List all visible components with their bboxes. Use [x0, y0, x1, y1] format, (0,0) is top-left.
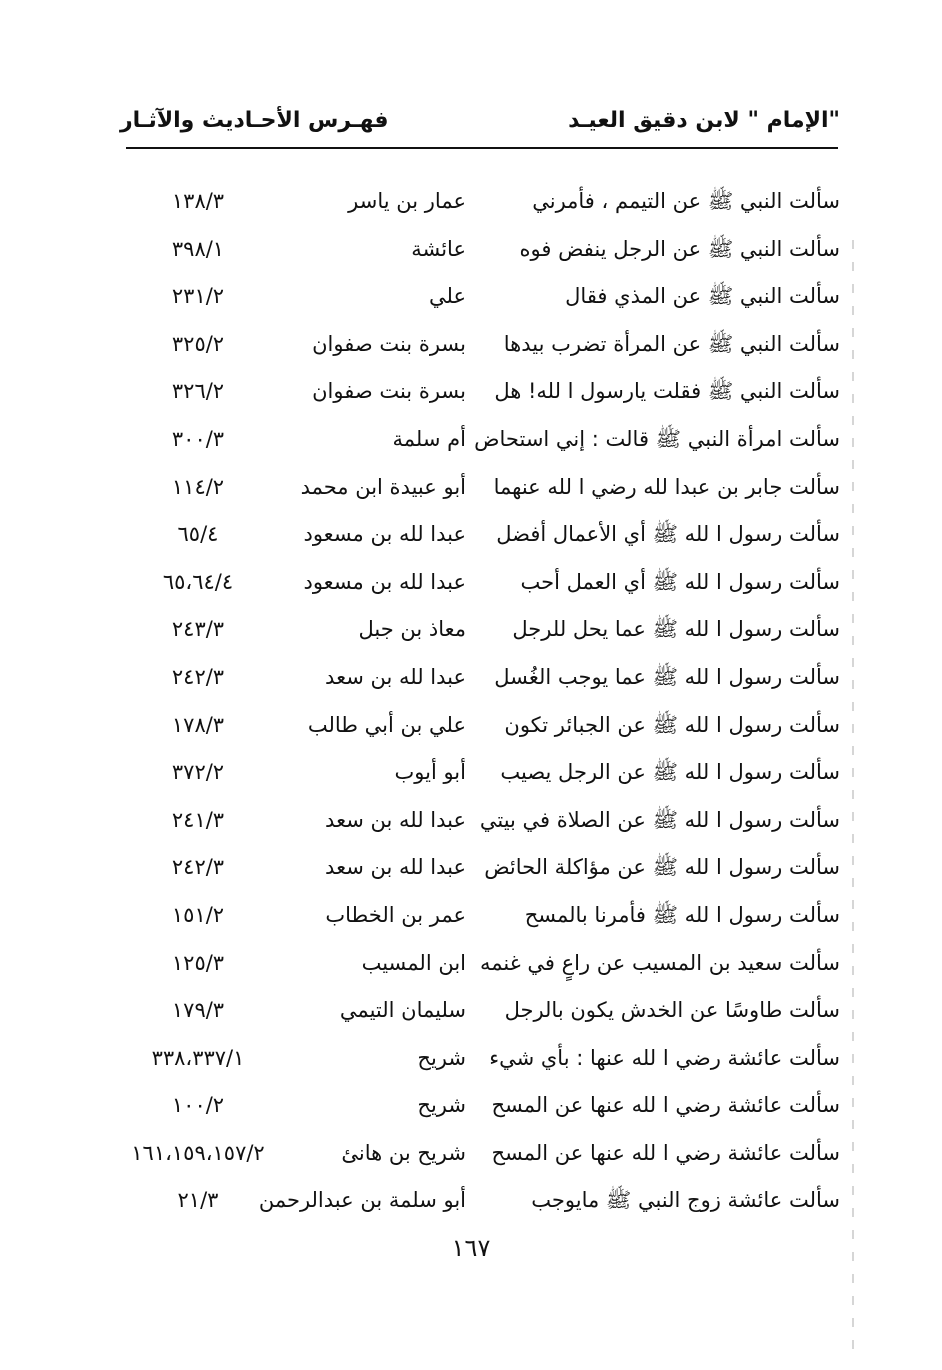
running-header [120, 108, 840, 142]
volume-page-ref: ٦٥/٤ [177, 522, 219, 547]
hadith-text: سألت عائشة زوج النبي ﷺ مايوجب [531, 1188, 840, 1213]
narrator: بسرة بنت صفوان [312, 379, 466, 404]
hadith-text: سألت رسول ا لله ﷺ فأمرنا بالمسح [524, 902, 840, 927]
hadith-text: سألت رسول ا لله ﷺ أي الأعمال أفضل [496, 522, 840, 547]
hadith-index-list [128, 178, 840, 1225]
index-row [128, 273, 840, 321]
index-row [128, 892, 840, 940]
margin-dots [852, 240, 854, 1360]
hadith-text: سألت رسول ا لله ﷺ عن مؤاكلة الحائض [484, 855, 840, 880]
index-row [128, 940, 840, 988]
narrator: عمار بن ياسر [348, 189, 466, 213]
index-row [128, 464, 840, 512]
index-row [128, 416, 840, 464]
hadith-text: سألت النبي ﷺ فقلت يارسول ا لله! هل [494, 379, 840, 404]
index-row [128, 1035, 840, 1083]
narrator: أبو سلمة بن عبدالرحمن [258, 1188, 466, 1213]
narrator: أم سلمة [392, 426, 466, 451]
hadith-text: سألت امرأة النبي ﷺ قالت : إني استحاض [474, 426, 840, 451]
page-number: ١٦٧ [451, 1234, 491, 1262]
index-row [128, 987, 840, 1035]
narrator: معاذ بن جبل [358, 617, 466, 642]
volume-page-ref: ٣٢٦/٢ [171, 379, 225, 404]
volume-page-ref: ١٧٨/٣ [171, 712, 225, 737]
volume-page-ref: ٣٢٥/٢ [171, 331, 225, 356]
volume-page-ref: ٣٠٠/٣ [171, 426, 225, 451]
volume-page-ref: ٢٤٢/٣ [171, 664, 225, 689]
volume-page-ref: ٦٥،٦٤/٤ [162, 569, 234, 594]
volume-page-ref: ١٧٩/٣ [171, 998, 225, 1023]
narrator: علي بن أبي طالب [307, 712, 466, 737]
index-row [128, 368, 840, 416]
index-row [128, 1177, 840, 1225]
index-row [128, 606, 840, 654]
volume-page-ref: ١٦١،١٥٩،١٥٧/٢ [131, 1140, 265, 1165]
narrator: عائشة [411, 236, 466, 261]
volume-page-ref: ٢٤١/٣ [171, 807, 225, 832]
index-row [128, 511, 840, 559]
hadith-text: سألت رسول ا لله ﷺ عن الجبائر تكون [504, 712, 840, 737]
volume-page-ref: ٢٤٣/٣ [171, 617, 225, 642]
header-book-title: "الإمام " لابن دقيق العيـد [568, 108, 840, 133]
narrator: عمر بن الخطاب [325, 902, 466, 927]
narrator: شريح [417, 1093, 466, 1118]
index-row [128, 226, 840, 274]
hadith-text: سألت عائشة رضي ا لله عنها عن المسح [491, 1093, 840, 1118]
hadith-text: سألت رسول ا لله ﷺ عما يوجب الغُسل [494, 664, 840, 689]
hadith-text: سألت النبي ﷺ عن المرأة تضرب بيدها [503, 331, 840, 356]
index-row [128, 1130, 840, 1178]
narrator: عبدا لله بن سعد [325, 855, 466, 880]
volume-page-ref: ١٠٠/٢ [171, 1093, 225, 1118]
volume-page-ref: ٢١/٣ [177, 1188, 219, 1213]
narrator: عبدا لله بن مسعود [303, 569, 466, 594]
volume-page-ref: ٣٣٨،٣٣٧/١ [151, 1045, 245, 1070]
index-row [128, 654, 840, 702]
narrator: شريح بن هانئ [341, 1140, 466, 1165]
hadith-text: سألت عائشة رضي ا لله عنها عن المسح [491, 1140, 840, 1165]
volume-page-ref: ٣٧٢/٢ [171, 760, 225, 785]
hadith-text: سألت رسول ا لله ﷺ عن الرجل يصيب [500, 760, 840, 785]
volume-page-ref: ١٣٨/٣ [171, 189, 225, 213]
hadith-text: سألت جابر بن عبدا لله رضي ا لله عنهما [493, 474, 840, 499]
index-row [128, 797, 840, 845]
volume-page-ref: ٣٩٨/١ [171, 236, 225, 261]
narrator: ابن المسيب [361, 950, 466, 975]
narrator: سليمان التيمي [339, 998, 466, 1023]
volume-page-ref: ١١٤/٢ [171, 474, 225, 499]
narrator: بسرة بنت صفوان [312, 331, 466, 356]
index-row [128, 559, 840, 607]
index-row [128, 1082, 840, 1130]
index-row [128, 321, 840, 369]
volume-page-ref: ٢٤٢/٣ [171, 855, 225, 880]
narrator: علي [429, 284, 466, 309]
header-divider [126, 147, 838, 149]
index-row [128, 702, 840, 750]
hadith-text: سألت سعيد بن المسيب عن راعٍ في غنمه [479, 950, 840, 975]
volume-page-ref: ١٢٥/٣ [171, 950, 225, 975]
volume-page-ref: ١٥١/٢ [171, 902, 225, 927]
narrator: عبدا لله بن سعد [325, 807, 466, 832]
volume-page-ref: ٢٣١/٢ [171, 284, 225, 309]
index-row [128, 178, 840, 226]
narrator: عبدا لله بن مسعود [303, 522, 466, 547]
hadith-text: سألت طاوسًا عن الخدش يكون بالرجل [504, 998, 840, 1023]
hadith-text: سألت رسول ا لله ﷺ عن الصلاة في بيتي [479, 807, 840, 832]
header-section-title: فهـرس الأحـاديث والآثـار [120, 108, 389, 133]
narrator: أبو عبيدة ابن محمد [300, 474, 466, 499]
index-row [128, 844, 840, 892]
hadith-text: سألت عائشة رضي ا لله عنها : بأي شيء [489, 1045, 840, 1070]
narrator: عبدا لله بن سعد [325, 664, 466, 689]
hadith-text: سألت رسول ا لله ﷺ أي العمل أحب [520, 569, 840, 594]
narrator: أبو أيوب [394, 760, 466, 785]
index-row [128, 749, 840, 797]
hadith-text: سألت النبي ﷺ عن التيمم ، فأمرني [532, 189, 840, 213]
hadith-text: سألت النبي ﷺ عن الرجل ينفض فوه [519, 236, 840, 261]
hadith-text: سألت النبي ﷺ عن المذي فقال [565, 284, 840, 309]
hadith-text: سألت رسول ا لله ﷺ عما يحل للرجل [512, 617, 840, 642]
narrator: شريح [417, 1045, 466, 1070]
